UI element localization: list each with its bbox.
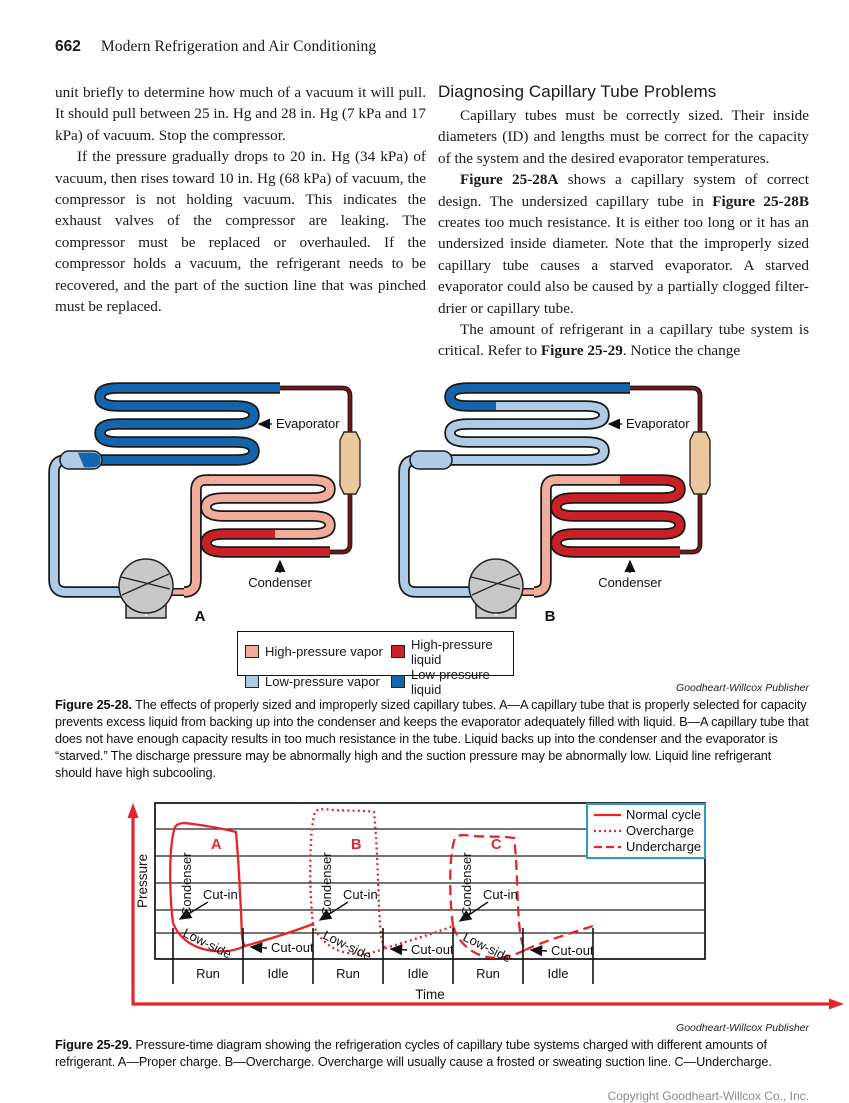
diagram-b	[390, 374, 760, 624]
svg-text:Low-side: Low-side	[460, 929, 515, 966]
diagram-a	[40, 374, 410, 624]
legend-label: Low-pressure liquid	[411, 666, 490, 697]
suction-line	[54, 460, 124, 592]
running-title: Modern Refrigeration and Air Conditioning	[100, 38, 377, 55]
chart-legend	[587, 804, 705, 858]
evaporator-coil	[95, 388, 280, 460]
figure-25-29	[90, 796, 809, 1016]
y-axis-label: Pressure	[135, 853, 150, 908]
condenser-coil	[556, 480, 680, 552]
svg-text:Idle: Idle	[547, 965, 569, 981]
page-header	[55, 38, 809, 56]
caption-label: Figure 25-29.	[55, 1037, 132, 1052]
suction-line	[404, 460, 474, 592]
svg-text:Run: Run	[196, 965, 220, 981]
condenser-coil	[206, 480, 330, 552]
svg-text:B: B	[351, 836, 362, 853]
compressor	[469, 559, 523, 618]
legend-item	[245, 674, 391, 689]
svg-text:Normal cycle: Normal cycle	[626, 806, 702, 822]
y-axis	[128, 803, 151, 1003]
diagram-a-letter: A	[194, 607, 206, 624]
filter-drier	[340, 432, 360, 494]
x-axis	[132, 987, 845, 1010]
x-axis-label: Time	[415, 986, 445, 1002]
svg-text:Idle: Idle	[407, 965, 429, 981]
condenser-label: Condenser	[598, 574, 662, 590]
legend-item	[391, 637, 506, 667]
legend-label: Low-pressure vapor	[265, 674, 380, 690]
section-heading: Diagnosing Capillary Tube Problems	[438, 82, 717, 101]
svg-text:Condenser: Condenser	[319, 852, 334, 916]
condenser-label: Condenser	[248, 574, 312, 590]
copyright-notice: Copyright Goodheart-Willcox Co., Inc.	[607, 1088, 809, 1103]
svg-text:Overcharge: Overcharge	[626, 822, 694, 838]
caption-text: Pressure-time diagram showing the refrigeration cycles of capillary tube systems charged with different amounts of refrigerant. A—Proper charge. B—Overcharge. Overcharge will usually cause a frosted or sweating suction line. C—Undercharge.	[55, 1037, 772, 1069]
svg-text:Condenser: Condenser	[459, 852, 474, 916]
svg-text:Run: Run	[336, 965, 360, 981]
svg-text:Cut-out: Cut-out	[551, 942, 594, 958]
svg-text:Low-side: Low-side	[320, 927, 375, 964]
svg-text:Run: Run	[476, 965, 500, 981]
legend-label: High-pressure vapor	[265, 644, 383, 660]
svg-text:A: A	[211, 836, 222, 853]
paragraph: unit briefly to determine how much of a vacuum it will pull. It should pull between 25 in. Hg and 28 in. Hg (7 kPa and 17 kPa) of vacuum. Stop the compressor.	[55, 84, 426, 144]
svg-text:Cut-in: Cut-in	[203, 886, 238, 902]
accumulator	[60, 451, 102, 469]
legend-box	[237, 631, 514, 697]
figure-25-29-caption	[55, 1037, 809, 1071]
caption-text: The effects of properly sized and improperly sized capillary tubes. A—A capillary tube that is properly selected for capacity prevents excess liquid from backing up into the condenser and keeps the evaporator adequately filled with liquid. B—A capillary tube that does not have enough capacity results in too much resistance in the tube. Liquid backs up into the condenser and the evaporator is “starved.” The discharge pressure may be abnormally high and the suction pressure may be abnormally low. Liquid line refrigerant should have high subcooling.	[55, 697, 809, 780]
svg-text:Cut-in: Cut-in	[343, 886, 378, 902]
paragraph: Figure 25-28A shows a capillary system of correct design. The undersized capillary tube in Figure 25-28B creates too much resistance. It is either too long or it has an undersized inside diameter. Note that the improperly sized capillary tube causes a starved evaporator. A starved evaporator could also be caused by a partially clogged filter-drier or capillary tube.	[438, 171, 809, 317]
low-pressure-liquid-swatch	[391, 675, 405, 688]
column-right	[438, 82, 809, 362]
svg-text:Condenser: Condenser	[179, 852, 194, 916]
evaporator-coil	[445, 388, 630, 460]
accumulator	[410, 451, 452, 469]
high-pressure-vapor-swatch	[245, 645, 259, 658]
diagram-b-letter: B	[544, 607, 556, 624]
svg-text:Undercharge: Undercharge	[626, 838, 702, 854]
column-left	[55, 82, 426, 362]
publisher-credit: Goodheart-Willcox Publisher	[676, 1021, 809, 1034]
high-pressure-liquid-swatch	[391, 645, 405, 658]
svg-text:Cut-out: Cut-out	[271, 939, 314, 955]
legend-item	[245, 644, 391, 659]
compressor	[119, 559, 173, 618]
evaporator-label: Evaporator	[276, 415, 340, 431]
body-columns	[55, 82, 809, 362]
svg-text:Idle: Idle	[267, 965, 289, 981]
paragraph: The amount of refrigerant in a capillary tube system is critical. Refer to Figure 25-29. Notice the change	[438, 321, 809, 360]
page-number: 662	[55, 38, 81, 55]
filter-drier	[690, 432, 710, 494]
legend-item	[391, 667, 506, 697]
paragraph: If the pressure gradually drops to 20 in. Hg (34 kPa) of vacuum, then rises toward 10 in. Hg (68 kPa) of vacuum, the compressor is not holding vacuum. This indicates the exhaust valves of the compressor are leaking. The compressor must be replaced or overhauled. If the compressor holds a vacuum, the refrigerant needs to be recovered, and the part of the suction line that was pinched must be replaced.	[55, 148, 426, 316]
caption-label: Figure 25-28.	[55, 697, 132, 712]
pressure-time-chart	[90, 796, 849, 1011]
svg-text:Cut-in: Cut-in	[483, 886, 518, 902]
svg-text:Cut-out: Cut-out	[411, 941, 454, 957]
svg-text:Low-side: Low-side	[180, 925, 235, 962]
evaporator-label: Evaporator	[626, 415, 690, 431]
publisher-credit: Goodheart-Willcox Publisher	[676, 681, 809, 694]
paragraph: Capillary tubes must be correctly sized. Their inside diameters (ID) and lengths must be correct for the capacity of the system and the desired evaporator temperatures.	[438, 107, 809, 167]
legend-label: High-pressure liquid	[411, 636, 493, 667]
svg-text:C: C	[491, 836, 502, 853]
figure-25-28-caption	[55, 697, 809, 782]
low-pressure-vapor-swatch	[245, 675, 259, 688]
